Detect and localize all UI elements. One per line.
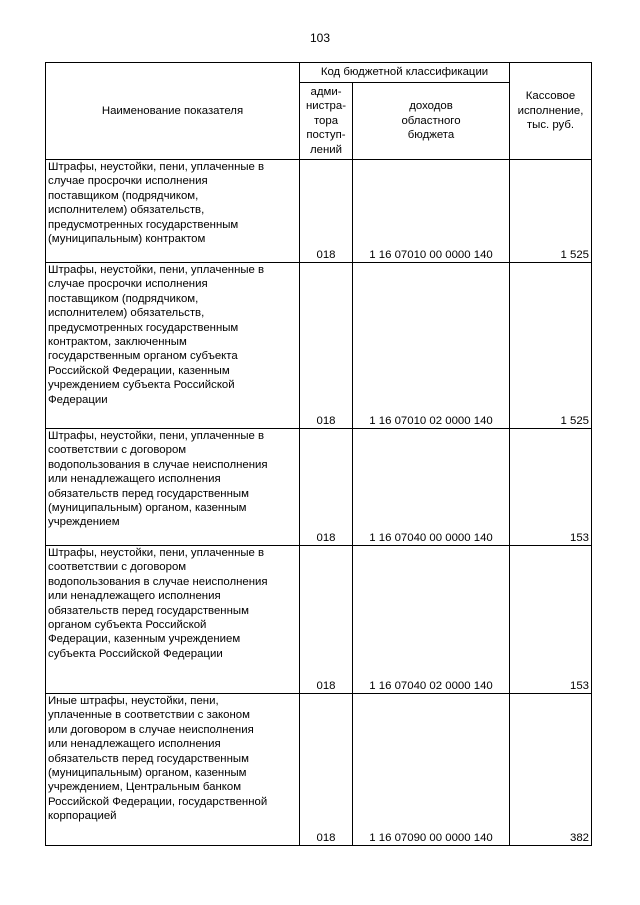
header-cash-execution: Кассовое исполнение, тыс. руб. — [510, 63, 592, 160]
row-income-code: 1 16 07040 00 0000 140 — [353, 429, 510, 546]
table-row — [46, 160, 592, 263]
row-indicator-name: Иные штрафы, неустойки, пени, уплаченные в соответствии с законом или договором в случае неисполнения или ненадлежащего исполнения обязательств перед государственным (муниципальным) органом, казенным учреждением, Центральным банком Российской Федерации, государственной корпорацией — [46, 694, 300, 846]
row-income-code: 1 16 07010 00 0000 140 — [353, 160, 510, 263]
row-amount: 1 525 — [510, 263, 592, 429]
row-administrator-code: 018 — [300, 160, 353, 263]
header-indicator-name: Наименование показателя — [46, 63, 300, 160]
row-amount: 153 — [510, 429, 592, 546]
row-amount: 382 — [510, 694, 592, 846]
row-administrator-code: 018 — [300, 694, 353, 846]
header-classification-code: Код бюджетной классификации — [300, 63, 510, 83]
row-administrator-code: 018 — [300, 263, 353, 429]
row-indicator-name: Штрафы, неустойки, пени, уплаченные в соответствии с договором водопользования в случае неисполнения или ненадлежащего исполнения обязательств перед государственным (муниципальным) органом, казенным учреждением — [46, 429, 300, 546]
row-income-code: 1 16 07010 02 0000 140 — [353, 263, 510, 429]
row-indicator-name: Штрафы, неустойки, пени, уплаченные в соответствии с договором водопользования в случае неисполнения или ненадлежащего исполнения обязательств перед государственным органом субъекта Российской Федерации, казенным учреждением субъекта Российской Федерации — [46, 546, 300, 694]
header-income-code: доходов областного бюджета — [353, 83, 510, 160]
row-amount: 1 525 — [510, 160, 592, 263]
table-row — [46, 429, 592, 546]
table-row — [46, 694, 592, 846]
row-indicator-name: Штрафы, неустойки, пени, уплаченные в случае просрочки исполнения поставщиком (подрядчиком, исполнителем) обязательств, предусмотренных государственным контрактом, заключенным государственным органом субъекта Российской Федерации, казенным учреждением субъекта Российской Федерации — [46, 263, 300, 429]
budget-table — [45, 62, 592, 846]
row-indicator-name: Штрафы, неустойки, пени, уплаченные в случае просрочки исполнения поставщиком (подрядчиком, исполнителем) обязательств, предусмотренных государственным (муниципальным) контрактом — [46, 160, 300, 263]
table-row — [46, 546, 592, 694]
row-amount: 153 — [510, 546, 592, 694]
table-row — [46, 263, 592, 429]
row-income-code: 1 16 07040 02 0000 140 — [353, 546, 510, 694]
row-administrator-code: 018 — [300, 546, 353, 694]
header-administrator: адми- нистра- тора поступ- лений — [300, 83, 353, 160]
page-number: 103 — [309, 31, 331, 45]
row-administrator-code: 018 — [300, 429, 353, 546]
header-row-1 — [46, 63, 592, 83]
row-income-code: 1 16 07090 00 0000 140 — [353, 694, 510, 846]
